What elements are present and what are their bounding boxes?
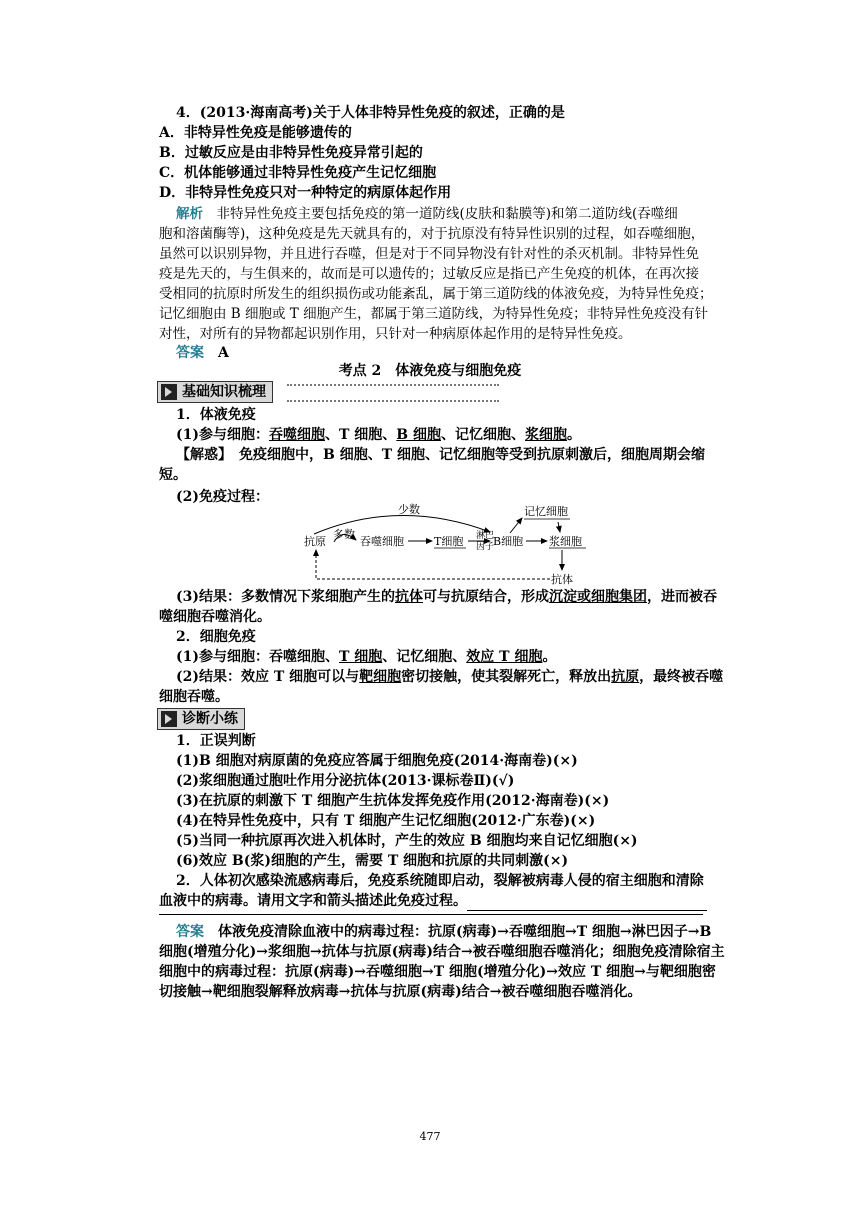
cellular-result: (2)结果：效应 T 细胞可以与靶细胞密切接触，使其裂解死亡，释放出抗原，最终被吞噬	[176, 669, 724, 685]
page-number: 477	[419, 1130, 441, 1143]
jiehuo-note-cont: 短。	[159, 467, 187, 483]
answer-line: 答案 体液免疫清除血液中的病毒过程：抗原(病毒)→吞噬细胞→T 细胞→淋巴因子→B	[176, 924, 712, 940]
answer-line: 细胞中的病毒过程：抗原(病毒)→吞噬细胞→T 细胞(增殖分化)→效应 T 细胞→与靶细胞密	[159, 964, 716, 980]
cellular-result-cont: 细胞吞噬。	[159, 689, 229, 705]
cellular-participants: (1)参与细胞：吞噬细胞、T 细胞、记忆细胞、效应 T 细胞。	[176, 649, 557, 665]
answer-line: 切接触→靶细胞裂解释放病毒→抗体与抗原(病毒)结合→被吞噬细胞吞噬消化。	[159, 984, 642, 1000]
judgement-item: (1)B 细胞对病原菌的免疫应答属于细胞免疫(2014·海南卷)(×)	[176, 753, 578, 769]
node-bcell: B细胞	[493, 535, 524, 548]
humoral-result: (3)结果：多数情况下浆细胞产生的抗体可与抗原结合，形成沉淀或细胞集团，进而被吞	[176, 589, 717, 605]
q4-explanation-line: 虽然可以识别异物，并且进行吞噬，但是对于不同异物没有针对性的杀灭机制。非特异性免	[159, 246, 699, 262]
jiehuo-note: 【解惑】 免疫细胞中，B 细胞、T 细胞、记忆细胞等受到抗原刺激后，细胞周期会缩	[176, 447, 705, 463]
humoral-process-label: (2)免疫过程：	[176, 489, 269, 505]
q4-option-b: B．过敏反应是由非特异性免疫异常引起的	[159, 145, 423, 161]
judgement-item: (2)浆细胞通过胞吐作用分泌抗体(2013·课标卷Ⅱ)(√)	[176, 773, 515, 789]
heading-judgement: 1．正误判断	[176, 733, 256, 749]
arrow-bcell-memory	[510, 518, 522, 533]
label-lymph1: 淋巴	[476, 531, 495, 541]
node-memory-cell: 记忆细胞	[524, 505, 568, 518]
answer-blank-line	[159, 914, 703, 915]
q4-explanation-line: 解析 非特异性免疫主要包括免疫的第一道防线(皮肤和黏膜等)和第二道防线(吞噬细	[176, 206, 678, 222]
arrow-right-icon	[161, 384, 177, 400]
label-many: 多数	[333, 528, 355, 541]
answer-label: 答案	[176, 924, 204, 940]
arrow-antibody-antigen	[316, 550, 550, 579]
heading-cellular: 2．细胞免疫	[176, 629, 256, 645]
answer-line: 细胞(增殖分化)→浆细胞→抗体与抗原(病毒)结合→被吞噬细胞吞噬消化；细胞免疫清除宿主	[159, 944, 725, 960]
humoral-immunity-diagram	[300, 498, 600, 588]
q4-explanation-line: 胞和溶菌酶等)，这种免疫是先天就具有的，对于抗原没有特异性识别的过程，如吞噬细胞，	[159, 226, 705, 242]
node-phagocyte: 吞噬细胞	[360, 535, 404, 548]
label-few: 少数	[398, 503, 420, 516]
node-plasma-cell: 浆细胞	[549, 535, 582, 548]
judgement-item: (5)当同一种抗原再次进入机体时，产生的效应 B 细胞均来自记忆细胞(×)	[176, 833, 638, 849]
node-tcell: T细胞	[434, 535, 464, 548]
dotted-divider	[287, 384, 499, 402]
node-antigen: 抗原	[304, 535, 326, 548]
node-antibody: 抗体	[551, 573, 573, 586]
judgement-item: (4)在特异性免疫中，只有 T 细胞产生记忆细胞(2012·广东卷)(×)	[176, 813, 596, 829]
judgement-item: (3)在抗原的刺激下 T 细胞产生抗体发挥免疫作用(2012·海南卷)(×)	[176, 793, 610, 809]
q4-explanation-line: 疫是先天的，与生俱来的，故而是可以遗传的；过敏反应是指已产生免疫的机体，在再次接	[159, 266, 699, 282]
explanation-label: 解析	[176, 206, 203, 222]
label-lymph2: 因子	[476, 542, 495, 552]
judgement-item: (6)效应 B(浆)细胞的产生，需要 T 细胞和抗原的共同刺激(×)	[176, 853, 569, 869]
answer-blank	[467, 896, 707, 911]
q4-option-c: C．机体能够通过非特异性免疫产生记忆细胞	[159, 165, 437, 181]
banner-basic-knowledge: 基础知识梳理	[157, 381, 273, 403]
question-2: 2．人体初次感染流感病毒后，免疫系统随即启动，裂解被病毒人侵的宿主细胞和清除	[176, 873, 704, 889]
q4-option-a: A．非特异性免疫是能够遗传的	[159, 125, 352, 141]
q4-explanation-line: 受相同的抗原时所发生的组织损伤或功能紊乱，属于第三道防线的体液免疫，为特异性免疫；	[159, 286, 713, 302]
q4-option-d: D．非特异性免疫只对一种特定的病原体起作用	[159, 185, 452, 201]
q4-stem: 4．(2013·海南高考)关于人体非特异性免疫的叙述，正确的是	[176, 105, 565, 121]
q4-explanation-line: 记忆细胞由 B 细胞或 T 细胞产生，都属于第三道防线，为特异性免疫；非特异性免疫没有针	[159, 306, 709, 322]
humoral-result-cont: 噬细胞吞噬消化。	[159, 609, 271, 625]
heading-humoral: 1．体液免疫	[176, 407, 256, 423]
banner-practice: 诊断小练	[157, 708, 245, 730]
q4-explanation-line: 对性，对所有的异物都起识别作用，只针对一种病原体起作用的是特异性免疫。	[159, 326, 632, 342]
arrow-right-icon	[161, 711, 177, 727]
q4-answer: 答案 A	[176, 345, 229, 361]
section-title: 考点 2 体液免疫与细胞免疫	[338, 363, 522, 379]
question-2-cont: 血液中的病毒。请用文字和箭头描述此免疫过程。	[159, 891, 707, 911]
humoral-participants: (1)参与细胞：吞噬细胞、T 细胞、B 细胞、记忆细胞、浆细胞。	[176, 427, 582, 443]
answer-label: 答案	[176, 345, 204, 361]
arrow-memory-plasma	[558, 522, 560, 532]
